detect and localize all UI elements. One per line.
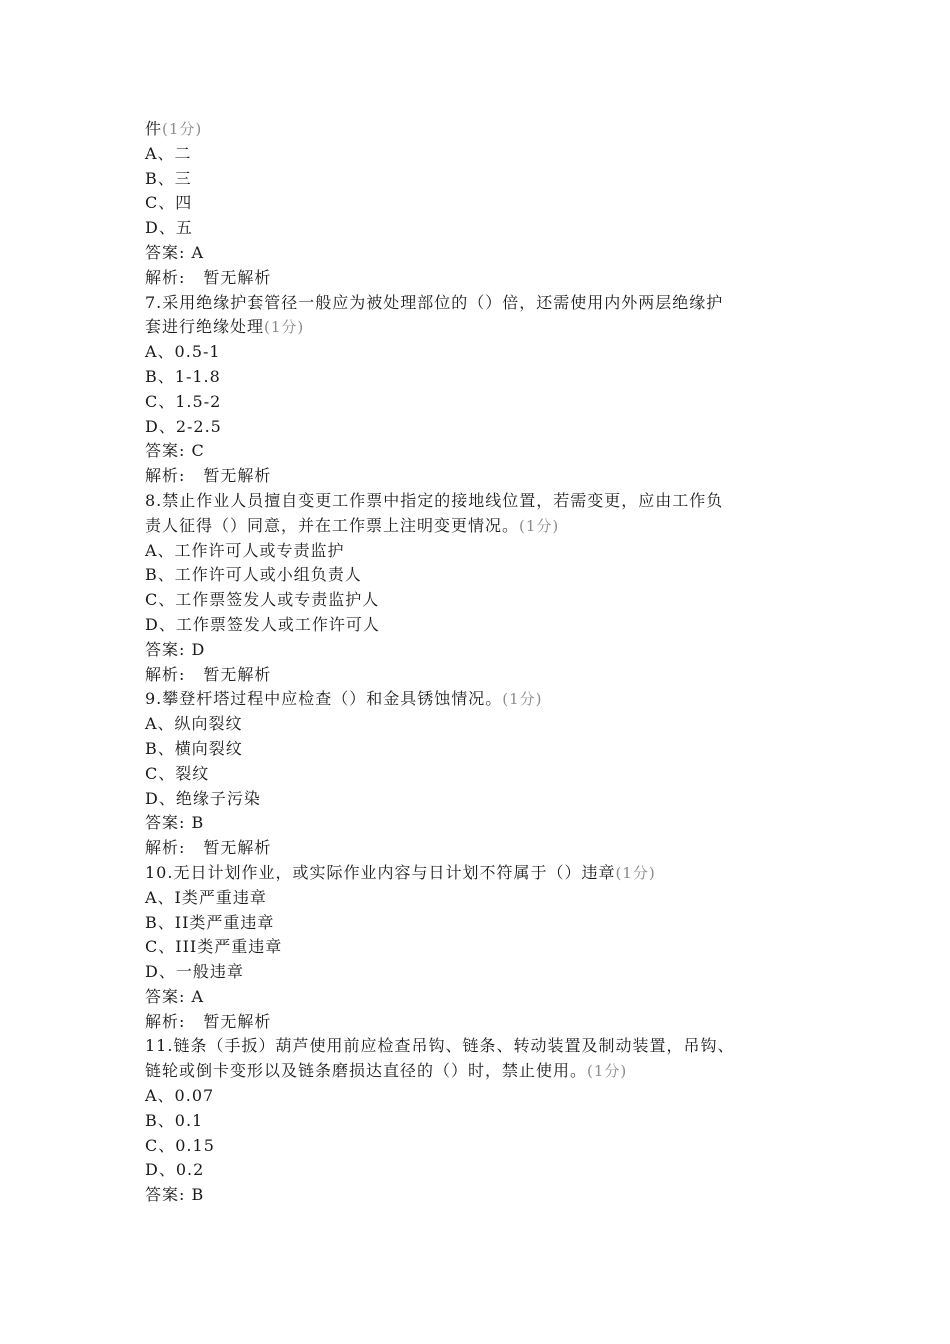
question-text: 责人征得（）同意，并在工作票上注明变更情况。 <box>145 515 520 535</box>
q10-option-d: D、一般违章 <box>145 962 244 982</box>
q6-answer: 答案: A <box>145 242 205 262</box>
analysis-text: 暂无解析 <box>203 838 272 858</box>
q8-option-d: D、工作票签发人或工作许可人 <box>145 614 380 634</box>
q6-option-a: A、二 <box>145 143 192 163</box>
question-list <box>145 117 810 1208</box>
q10-option-a: A、I类严重违章 <box>145 887 267 907</box>
q9-analysis <box>145 836 810 861</box>
q7-option-b: B、1-1.8 <box>145 366 221 386</box>
q6-analysis <box>145 266 810 291</box>
question-text: 件 <box>145 119 163 138</box>
q9-option-c: C、裂纹 <box>145 763 210 783</box>
q7-option-d: D、2-2.5 <box>145 416 222 436</box>
analysis-text: 暂无解析 <box>203 466 272 486</box>
analysis-text: 暂无解析 <box>203 267 272 287</box>
q6-option-b: B、三 <box>145 168 192 188</box>
q11-option-a: A、0.07 <box>145 1086 215 1106</box>
q11-option-c: C、0.15 <box>145 1135 215 1155</box>
analysis-text: 暂无解析 <box>203 1011 272 1031</box>
q8-option-c: C、工作票签发人或专责监护人 <box>145 590 380 610</box>
q7-stem-line1: 7.采用绝缘护套管径一般应为被处理部位的（）倍，还需使用内外两层绝缘护 <box>145 292 724 312</box>
q6-option-d: D、五 <box>145 218 193 238</box>
q10-answer: 答案: A <box>145 986 205 1006</box>
q7-answer: 答案: C <box>145 441 205 461</box>
analysis-label: 解析: <box>145 1011 186 1031</box>
q6-stem-tail <box>145 117 810 142</box>
q9-stem-line1 <box>145 687 810 712</box>
question-text: 套进行绝缘处理 <box>145 317 265 337</box>
q7-option-a: A、0.5-1 <box>145 342 221 362</box>
q11-option-d: D、0.2 <box>145 1160 205 1180</box>
q7-option-c: C、1.5-2 <box>145 391 222 411</box>
q8-option-b: B、工作许可人或小组负责人 <box>145 565 362 585</box>
q9-option-b: B、横向裂纹 <box>145 738 243 758</box>
analysis-text: 暂无解析 <box>203 664 272 684</box>
q11-stem-line2 <box>145 1059 810 1084</box>
question-text: 链轮或倒卡变形以及链条磨损达直径的（）时，禁止使用。 <box>145 1061 588 1081</box>
analysis-label: 解析: <box>145 466 186 486</box>
q10-stem-line1 <box>145 861 810 886</box>
q9-answer: 答案: B <box>145 813 205 833</box>
q7-analysis <box>145 464 810 489</box>
q9-option-d: D、绝缘子污染 <box>145 788 261 808</box>
score-label: (1分) <box>615 863 656 882</box>
score-label: (1分) <box>502 690 543 709</box>
score-label: (1分) <box>264 318 305 337</box>
q10-analysis <box>145 1010 810 1035</box>
q7-stem-line2 <box>145 315 810 340</box>
question-text: 10.无日计划作业，或实际作业内容与日计划不符属于（）违章 <box>145 862 616 882</box>
q8-stem-line2 <box>145 514 810 539</box>
q6-option-c: C、四 <box>145 193 193 213</box>
q8-answer: 答案: D <box>145 639 206 659</box>
question-text: 9.攀登杆塔过程中应检查（）和金具锈蚀情况。 <box>145 689 503 709</box>
analysis-label: 解析: <box>145 267 186 287</box>
q11-answer: 答案: B <box>145 1185 205 1205</box>
q11-stem-line1: 11.链条（手扳）葫芦使用前应检查吊钩、链条、转动装置及制动装置，吊钩、 <box>145 1036 735 1056</box>
score-label: (1分) <box>162 120 203 138</box>
score-label: (1分) <box>519 516 560 535</box>
q11-option-b: B、0.1 <box>145 1110 204 1130</box>
q8-analysis <box>145 663 810 688</box>
score-label: (1分) <box>587 1062 628 1081</box>
analysis-label: 解析: <box>145 838 186 858</box>
q9-option-a: A、纵向裂纹 <box>145 714 243 734</box>
q8-option-a: A、工作许可人或专责监护 <box>145 540 345 560</box>
q8-stem-line1: 8.禁止作业人员擅自变更工作票中指定的接地线位置，若需变更，应由工作负 <box>145 490 724 510</box>
q10-option-b: B、II类严重违章 <box>145 912 275 932</box>
analysis-label: 解析: <box>145 664 186 684</box>
q10-option-c: C、III类严重违章 <box>145 937 283 957</box>
